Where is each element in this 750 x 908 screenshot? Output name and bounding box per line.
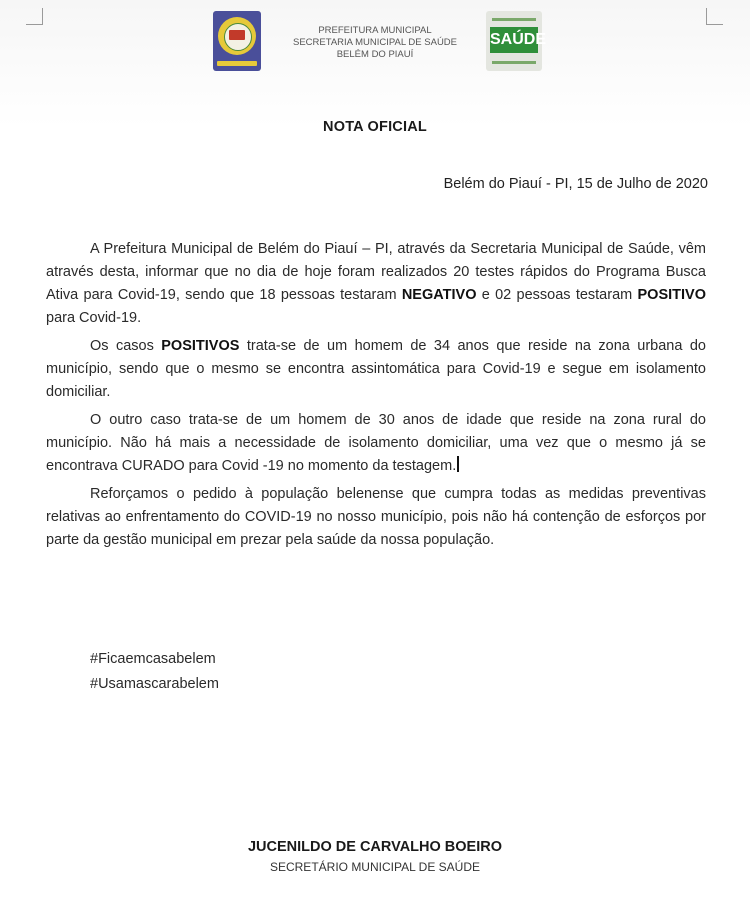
letterhead — [270, 25, 480, 61]
health-logo-word: SAÚDE — [490, 27, 538, 53]
crop-mark-top-right — [706, 8, 723, 25]
health-logo-top-bar — [492, 18, 536, 21]
city-hall-logo-band — [217, 61, 257, 66]
paragraph-3-text: O outro caso trata-se de um homem de 30 anos de idade que reside na zona rural do município. Não há mais a necessidade de isolamento domiciliar, uma vez que o mesmo já se encontrava CURADO para Covid -19 no momento da testagem. — [46, 412, 706, 474]
paragraph-2-text-c: trata-se de um homem de 34 anos que reside na zona urbana do município, sendo que o mesmo se encontra assintomática para Covid-19 e segue em isolamento domiciliar. — [46, 338, 706, 400]
hashtag-2: #Usamascarabelem — [90, 676, 219, 692]
paragraph-4-text: Reforçamos o pedido à população belenense que cumpra todas as medidas preventivas relativas ao enfrentamento do COVID-19 no nosso município, pois não há contenção de esforços por parte da gestão municipal em prezar pela saúde da nossa população. — [46, 486, 706, 548]
negative-emphasis: NEGATIVO — [401, 287, 477, 303]
signatory-role: SECRETÁRIO MUNICIPAL DE SAÚDE — [269, 860, 481, 874]
paragraph-2 — [46, 335, 706, 404]
paragraph-4 — [46, 483, 706, 552]
health-secretariat-logo — [486, 11, 547, 71]
paragraph-2-text-a: Os casos — [90, 338, 162, 354]
hashtags — [90, 647, 219, 697]
paragraph-1-text-a: A Prefeitura Municipal de Belém do Piauí – PI, através da Secretaria Municipal de Saúde, vêm através desta, informar que no dia de hoje foram realizados 20 testes rápidos do Programa Busca Ativa para Covid-19, sendo que 18 pessoas testaram — [46, 241, 706, 303]
book-icon — [229, 30, 245, 40]
paragraph-1 — [46, 238, 706, 330]
dateline: Belém do Piauí - PI, 15 de Julho de 2020 — [443, 176, 708, 192]
hashtag-1: #Ficaemcasabelem — [90, 651, 216, 667]
positive-emphasis: POSITIVO — [637, 287, 707, 303]
document-title: NOTA OFICIAL — [323, 119, 427, 135]
paragraph-3 — [46, 409, 706, 478]
document-body — [46, 238, 706, 557]
letterhead-line-3: BELÉM DO PIAUÍ — [336, 49, 414, 60]
paragraph-1-text-c: e 02 pessoas testaram — [476, 287, 638, 303]
letterhead-line-1: PREFEITURA MUNICIPAL — [318, 25, 432, 36]
health-logo-bottom-bar — [492, 61, 536, 64]
text-cursor — [457, 456, 459, 472]
signatory-name: JUCENILDO DE CARVALHO BOEIRO — [247, 839, 503, 855]
positives-emphasis: POSITIVOS — [161, 338, 240, 354]
crop-mark-top-left — [26, 8, 43, 25]
letterhead-line-2: SECRETARIA MUNICIPAL DE SAÚDE — [293, 37, 457, 48]
city-hall-logo — [213, 11, 261, 71]
paragraph-1-text-e: para Covid-19. — [46, 310, 142, 326]
